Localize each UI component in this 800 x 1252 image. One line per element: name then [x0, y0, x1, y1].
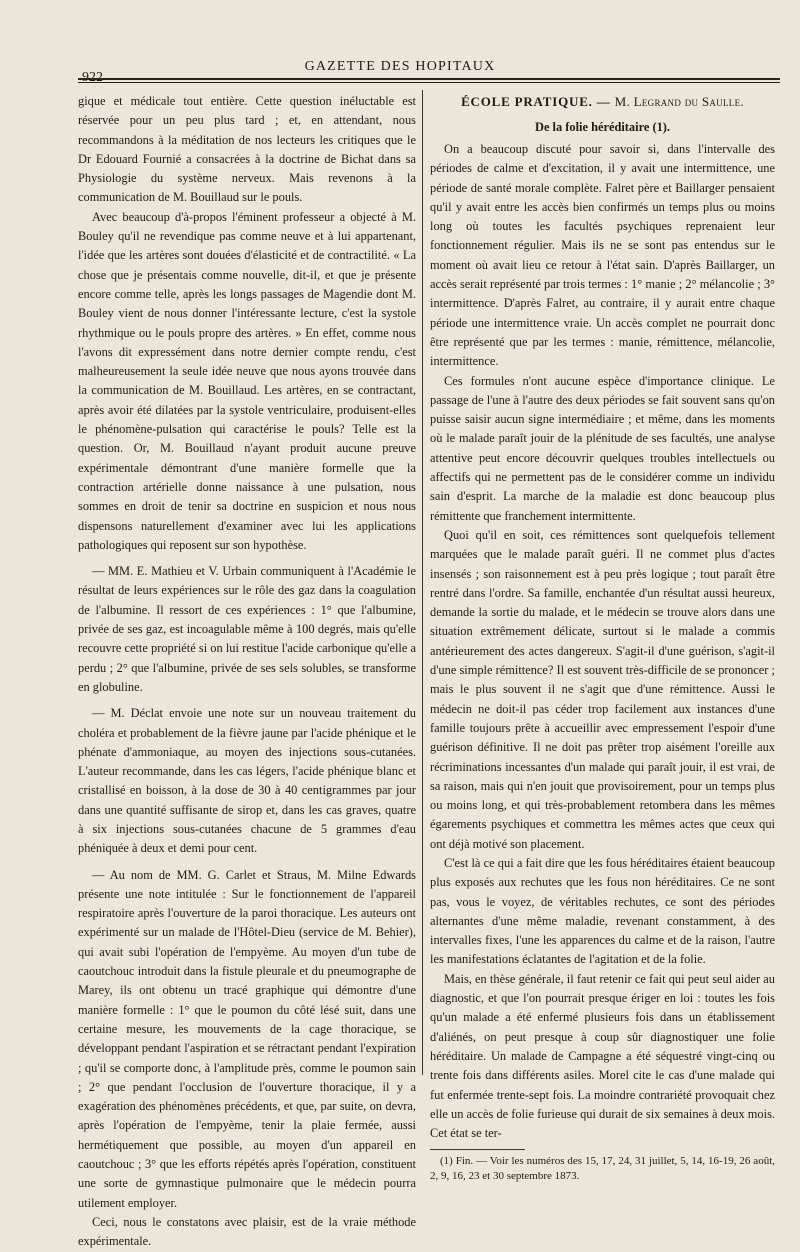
- section-title: [430, 92, 775, 112]
- footnote-rule: [430, 1149, 525, 1150]
- column-divider: [422, 90, 423, 1075]
- page-number: 922: [82, 70, 103, 85]
- left-paragraph-2: Avec beaucoup d'à-propos l'éminent professeur a objecté à M. Bouley qu'il ne revendique pas comme neuve et à lui appartenant, l'idée que les artères sont douées d'élasticité et de contractilité. « La chose que je présentais comme nouvelle, dit-il, et que je présente encore comme telle, après les longs passages de Magendie dont M. Bouley vient de nous donner l'intéressante lecture, c'est la systole rhythmique ou le pouls propre des artères. » En effet, comme nous l'avons dit expressément dans notre dernier compte rendu, c'est malheureusement la seule idée neuve que nous ayons trouvée dans la communication de M. Bouillaud. Les artères, en se contractant, après avoir été dilatées par la systole ventriculaire, produisent-elles le phénomène-pulsation qui caractérise le pouls? Telle est la question. Or, M. Bouillaud n'ayant produit aucune preuve expérimentale démontrant d'une manière formelle que la contraction artérielle donne naissance à une pulsation, nous sommes en droit de tenir sa doctrine en suspicion et nous nous dispensons naturellement d'examiner avec lui les applications pathologiques qui reposent sur son hypothèse.: [78, 209, 416, 552]
- masthead-title: GAZETTE DES HOPITAUX: [304, 59, 496, 74]
- right-paragraph-5: Mais, en thèse générale, il faut retenir ce fait qui peut seul aider au diagnostic, et que l'on pourrait presque ériger en loi : toutes les fois qu'un malade a été enfermé plusieurs fois dans un établissement d'aliénés, on peut presque à coup sûr diagnostiquer une folie héréditaire. Un malade de Campagne a été séquestré vingt-cinq ou trente fois dans différents asiles. Morel cite le cas d'une malade qui fut enfermée trente-sept fois. La moindre contrariété provoquait chez elle un accès de folie furieuse qui durait de six semaines à deux mois. Cet état se ter-: [430, 971, 775, 1141]
- header-rule-thin: [78, 82, 780, 83]
- footnote: (1) Fin. — Voir les numéros des 15, 17, 24, 31 juillet, 5, 14, 16-19, 26 août, 2, 9, 16, 23 et 30 septembre 1873.: [430, 1155, 775, 1183]
- left-paragraph-5: — Au nom de MM. G. Carlet et Straus, M. Milne Edwards présente une note intitulée : Sur le fonctionnement de l'appareil respiratoire après l'ouverture de la paroi thoracique. Les auteurs ont expérimenté sur un malade de l'Hôtel-Dieu (service de M. Behier), qui avait subi l'opération de l'empyème. Au moyen d'un tube de caoutchouc introduit dans la fistule pleurale et du pneumographe de Marey, ils ont obtenu un tracé graphique qui démontre d'une manière formelle : 1° que le poumon du côté lésé suit, dans une certaine mesure, les mouvements de la cage thoracique, se développant pendant l'aspiration et se rétractant pendant l'expiration ; qu'il se comporte donc, à l'amplitude près, comme le poumon sain ; 2° que pendant l'occlusion de l'ouverture thoracique, il y a exagération des phénomènes précédents, et que, par suite, on devra, après l'opération de l'empyème, tenir la plaie fermée, aussi hermétiquement que possible, au moyen d'un appareil en caoutchouc ; 3° que les efforts répétés après l'opération, constituent une sorte de gymnastique pulmonaire que le médecin pourra utilement employer.: [78, 867, 416, 1210]
- right-paragraph-1: On a beaucoup discuté pour savoir si, dans l'intervalle des périodes de calme et d'excitation, il y avait une intermittence, une période de santé morale complète. Falret père et Baillarger pensaient qu'il y avait entre les accès bien confirmés un temps plus ou moins long où toutes les facultés psychiques reprenaient leur fonctionnement régulier. Mais ils ne se sont pas entendus sur le moment où avait lieu ce retour à l'état sain. D'après Baillarger, un accès serait représenté par trois termes : 1° manie ; 2° mélancolie ; 3° intermittence. D'après Falret, au contraire, il y aurait entre chaque période une intermittence vraie. Un accès complet ne pourrait donc être représenté que par les termes : manie, rémittence, mélancolie, intermittence.: [430, 142, 775, 369]
- left-paragraph-6: Ceci, nous le constatons avec plaisir, est de la vraie méthode expérimentale.: [78, 1214, 416, 1249]
- header-rule: [78, 78, 780, 80]
- section-title-text: ÉCOLE PRATIQUE. —: [461, 94, 611, 109]
- left-paragraph-3: — MM. E. Mathieu et V. Urbain communiquent à l'Académie le résultat de leurs expériences sur le rôle des gaz dans la coagulation de l'albumine. Il ressort de ces expériences : 1° que l'albumine, privée de ses gaz, est incoagulable même à 100 degrés, mais qu'elle recouvre cette propriété si on lui restitue l'acide carbonique qu'elle a perdu ; 2° que l'albumine, privée de ses sels solubles, se transforme en globuline.: [78, 564, 416, 694]
- article-subtitle: De la folie héréditaire (1).: [535, 120, 670, 134]
- right-paragraph-2: Ces formules n'ont aucune espèce d'importance clinique. Le passage de l'une à l'autre des deux périodes se fait souvent sans qu'on puisse saisir aucun signe intermédiaire ; et même, dans les moments où le malade paraît jouir de la plénitude de ses facultés, une analyse attentive peut encore découvrir quelques troubles intellectuels ou affectifs qui ne permettent pas de le considérer comme un individu sain d'esprit. La marche de la maladie est donc beaucoup plus rémittente que franchement intermittente.: [430, 373, 775, 523]
- left-paragraph-1: gique et médicale tout entière. Cette question inéluctable est réservée pour un peu plus tard ; et, en attendant, nous recommandons à la méditation de nos lecteurs les critiques que le Dr Edouard Fournié a consacrées à la doctrine de Bichat dans sa Physiologie du système nerveux. Mais revenons à la communication de M. Bouillaud sur le pouls.: [78, 94, 416, 205]
- left-column: [78, 92, 416, 1252]
- right-paragraph-3: Quoi qu'il en soit, ces rémittences sont quelquefois tellement marquées que le malade paraît guéri. Il ne commet plus d'actes insensés ; son raisonnement est à peu près logique ; tout paraît être rentré dans l'ordre. Sa famille, enchantée d'un résultat aussi heureux, demande la sortie du malade, et le médecin se trouve alors dans une situation extrêmement délicate, surtout si le malade a commis antérieurement des actes dangereux. S'agit-il d'une guérison, s'agit-il d'une simple rémittence? Il est souvent très-difficile de se prononcer ; mais le plus souvent il ne s'agit que d'une rémittence. Aussi le médecin ne doit-il pas céder trop facilement aux instances d'une famille toujours prête à accueillir avec empressement l'espoir d'une guérison définitive. Il ne doit pas prêter trop aisément l'oreille aux récriminations incessantes d'un malade qui paraît jouir, il est vrai, de sa raison, mais qui n'en jouit que provisoirement, pour un temps plus ou moins long, et qui très-probablement retombera dans les mêmes égarements psychiques et commettra les mêmes actes que ceux qui ont déjà motivé son placement.: [430, 527, 775, 851]
- left-paragraph-4: — M. Déclat envoie une note sur un nouveau traitement du choléra et probablement de la fièvre jaune par l'acide phénique et le phénate d'ammoniaque, au moyen des injections sous-cutanées. L'auteur recommande, dans les cas légers, l'acide phénique blanc et cristallisé en boisson, à la dose de 30 à 40 centigrammes par jour dans une quantité suffisante de sirop et, dans les cas graves, quatre à six injections sous-cutanées chacune de 5 grammes d'eau phéniquée à deux et demi pour cent.: [78, 706, 416, 856]
- section-author: M. Legrand du Saulle.: [614, 94, 744, 109]
- right-column: [430, 92, 775, 1184]
- right-paragraph-4: C'est là ce qui a fait dire que les fous héréditaires étaient beaucoup plus exposés aux rechutes que les fous non héréditaires. Ce ne sont pas, vous le voyez, de véritables rechutes, ce sont des périodes alternantes d'une même maladie, revenant constamment, à des intervalles fixes, l'une les apparences du calme et de la raison, l'autre les manifestations éclatantes de l'agitation et de la folie.: [430, 855, 775, 967]
